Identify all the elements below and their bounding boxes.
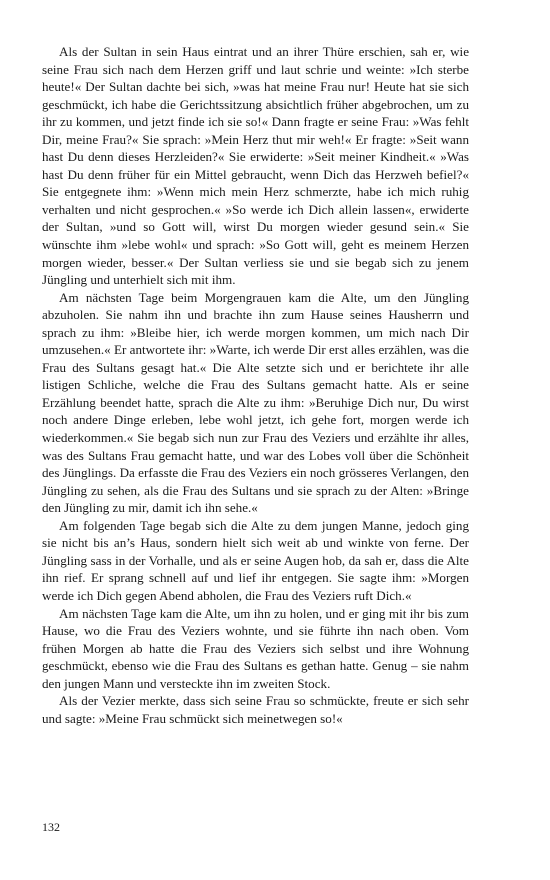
paragraph-3: Am folgenden Tage begab sich die Alte zu dem jungen Manne, jedoch ging sie nicht bis an’s Haus, sondern hielt sich weit ab und winkte von ferne. Der Jüngling sass in der Vorhalle, und als er seine Augen hob, da sah er, dass die Alte ihn rief. Er sprang schnell auf und lief ihr entgegen. Sie sagte ihm: »Morgen werde ich Dich gegen Abend abholen, die Frau des Veziers ruft Dich.«: [42, 517, 469, 603]
paragraph-5: Als der Vezier merkte, dass sich seine Frau so schmückte, freute er sich sehr und sagte: »Meine Frau schmückt sich meinetwegen so!«: [42, 693, 469, 726]
text-block: [42, 43, 469, 727]
page-body: [42, 43, 469, 727]
paragraph-1: Als der Sultan in sein Haus eintrat und an ihrer Thüre erschien, sah er, wie seine Frau sich nach dem Herzen griff und laut schrie und weinte: »Ich sterbe heute!« Der Sultan dachte bei sich, »was hat meine Frau nur! Heute hat sie sich geschmückt, ich habe die Gerichtssitzung absichtlich früher abgebrochen, um zu ihr zu kommen, und jetzt finde ich sie so!« Dann fragte er seine Frau: »Was fehlt Dir, meine Frau?« Sie sprach: »Mein Herz thut mir weh!« Er fragte: »Seit wann hast Du denn dieses Herzleiden?« Sie erwiderte: »Seit meiner Kindheit.« »Was hast Du denn früher für ein Mittel gebraucht, wenn Dich das Herzweh befiel?« Sie entgegnete ihm: »Wenn mich mein Herz schmerzte, habe ich mich ruhig verhalten und nicht gesprochen.« »So werde ich Dich allein lassen«, erwiderte der Sultan, »und so Gott will, wirst Du morgen wieder gesund sein.« Sie wünschte ihm »lebe wohl« und sprach: »So Gott will, geht es meinem Herzen morgen wieder, besser.« Der Sultan verliess sie und sie begab sich zu jenem Jüngling und unterhielt sich mit ihm.: [42, 44, 469, 288]
paragraph-2: Am nächsten Tage beim Morgengrauen kam die Alte, um den Jüngling abzuholen. Sie nahm ihn und brachte ihn zum Hause seines Hausherrn und sprach zu ihm: »Bleibe hier, ich werde morgen kommen, um mich nach Dir umzusehen.« Er antwortete ihr: »Warte, ich werde Dir erst alles erzählen, was die Frau des Sultans gesagt hat.« Die Alte setzte sich und er berichtete ihr alle listigen Schliche, welche die Frau des Sultans gemacht hatte. Als er seine Erzählung beendet hatte, sprach die Alte zu ihm: »Beruhige Dich nur, Du wirst noch andere Dinge erleben, lebe wohl jetzt, ich gehe fort, morgen werde ich wiederkommen.« Sie begab sich nun zur Frau des Veziers und erzählte ihr alles, was des Sultans Frau gemacht hatte, und war des Lobes voll über die Schönheit des Jünglings. Da erfasste die Frau des Veziers ein noch grösseres Verlangen, den Jüngling zu sehen, als die Frau des Sultans und sie sprach zu der Alten: »Bringe den Jüngling zu mir, damit ich ihn sehe.«: [42, 289, 469, 516]
paragraph-4: Am nächsten Tage kam die Alte, um ihn zu holen, und er ging mit ihr bis zum Hause, wo die Frau des Veziers wohnte, und sie führte ihn nach oben. Vom frühen Morgen ab hatte die Frau des Veziers sich selbst und ihre Wohnung geschmückt, ebenso wie die Frau des Sultans es gethan hatte. Genug – sie nahm den jungen Mann und versteckte ihn im zweiten Stock.: [42, 605, 469, 691]
page-number: 132: [42, 820, 60, 834]
